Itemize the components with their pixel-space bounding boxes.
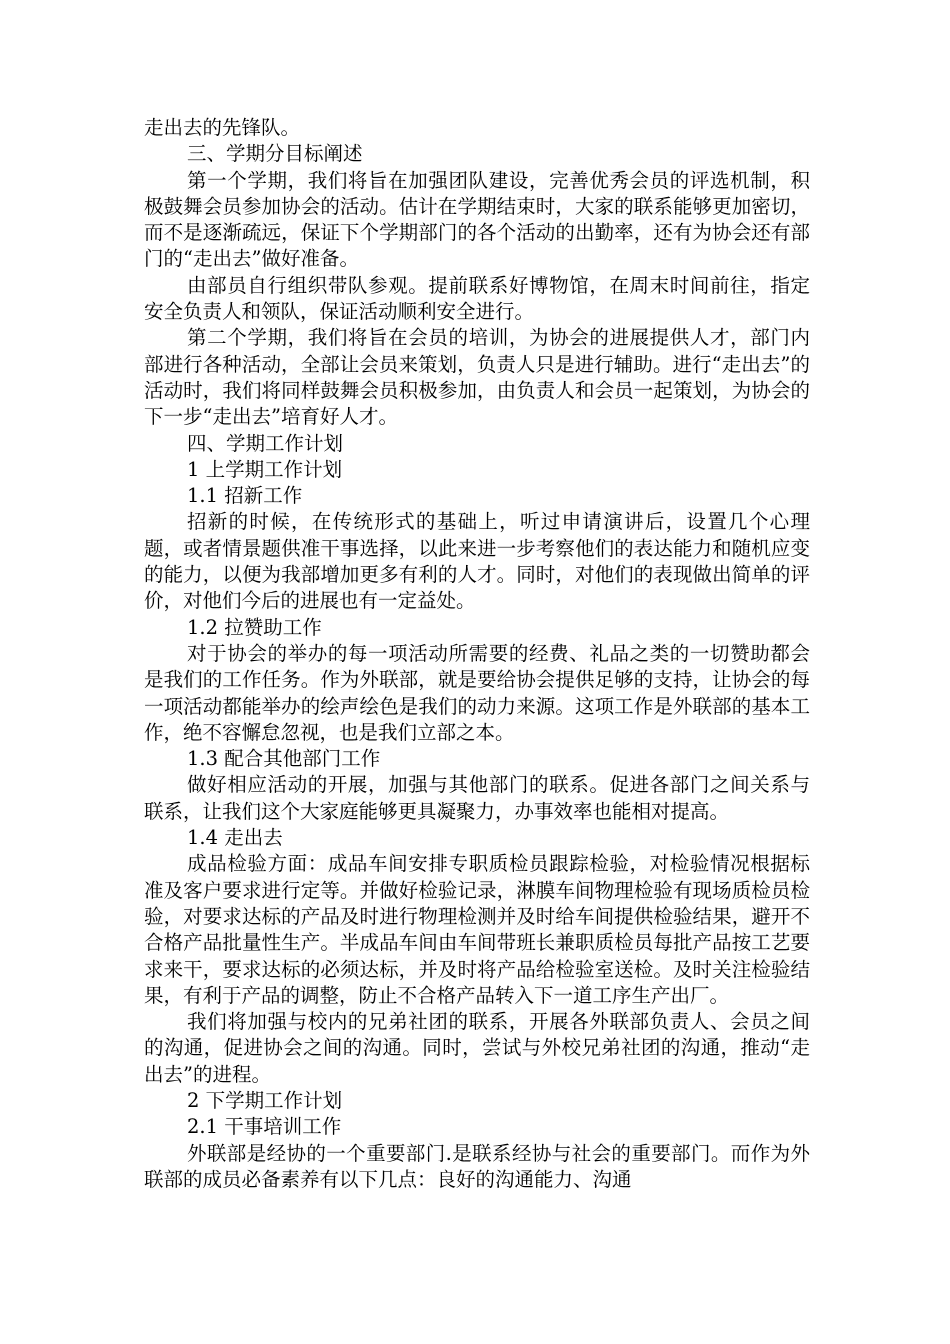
body-paragraph: 外联部是经协的一个重要部门.是联系经协与社会的重要部门。而作为外联部的成员必备素养有以下几点：良好的沟通能力、沟通 xyxy=(144,1141,810,1191)
body-paragraph: 招新的时候，在传统形式的基础上，听过申请演讲后，设置几个心理题，或者情景题供准干事选择，以此来进一步考察他们的表达能力和随机应变的能力，以便为我部增加更多有利的人才。同时，对他们的表现做出简单的评价，对他们今后的进展也有一定益处。 xyxy=(144,510,810,613)
subsection-heading: 1.1 招新工作 xyxy=(187,484,303,508)
body-paragraph: 做好相应活动的开展，加强与其他部门的联系。促进各部门之间关系与联系，让我们这个大家庭能够更具凝聚力，办事效率也能相对提高。 xyxy=(144,773,810,823)
subsection-heading: 1.4 走出去 xyxy=(187,826,283,850)
body-paragraph: 由部员自行组织带队参观。提前联系好博物馆，在周末时间前往，指定安全负责人和领队，保证活动顺利安全进行。 xyxy=(144,273,810,324)
continuation-text: 走出去的先锋队。 xyxy=(144,116,301,139)
section-heading: 三、学期分目标阐述 xyxy=(187,142,363,166)
body-paragraph: 我们将加强与校内的兄弟社团的联系，开展各外联部负责人、会员之间的沟通，促进协会之间的沟通。同时，尝试与外校兄弟社团的沟通，推动“走出去”的进程。 xyxy=(144,1010,810,1086)
subsection-heading: 2 下学期工作计划 xyxy=(187,1088,343,1112)
body-paragraph: 对于协会的举办的每一项活动所需要的经费、礼品之类的一切赞助都会是我们的工作任务。作为外联部，就是要给协会提供足够的支持，让协会的每一项活动都能举办的绘声绘色是我们的动力来源。这项工作是外联部的基本工作，绝不容懈怠忽视，也是我们立部之本。 xyxy=(144,641,810,744)
body-paragraph: 成品检验方面：成品车间安排专职质检员跟踪检验，对检验情况根据标准及客户要求进行定等。并做好检验记录，淋膜车间物理检验有现场质检员检验，对要求达标的产品及时进行物理检测并及时给车间提供检验结果，避开不合格产品批量性生产。半成品车间由车间带班长兼职质检员每批产品按工艺要求来干，要求达标的必须达标，并及时将产品给检验室送检。及时关注检验结果，有利于产品的调整，防止不合格产品转入下一道工序生产出厂。 xyxy=(144,852,810,1007)
document-body xyxy=(144,115,810,1193)
body-paragraph: 第一个学期，我们将旨在加强团队建设，完善优秀会员的评选机制，积极鼓舞会员参加协会的活动。估计在学期结束时，大家的联系能够更加密切，而不是逐渐疏远，保证下个学期部门的各个活动的出勤率，还有为协会还有部门的“走出去”做好准备。 xyxy=(144,168,810,271)
subsection-heading: 2.1 干事培训工作 xyxy=(187,1115,342,1139)
body-paragraph: 第二个学期，我们将旨在会员的培训，为协会的进展提供人才，部门内部进行各种活动，全部让会员来策划，负责人只是进行辅助。进行“走出去”的活动时，我们将同样鼓舞会员积极参加，由负责人和会员一起策划，为协会的下一步“走出去”培育好人才。 xyxy=(144,326,810,429)
subsection-heading: 1.3 配合其他部门工作 xyxy=(187,747,381,771)
subsection-heading: 1 上学期工作计划 xyxy=(187,457,343,481)
subsection-heading: 1.2 拉赞助工作 xyxy=(187,615,322,639)
section-heading: 四、学期工作计划 xyxy=(187,431,344,455)
